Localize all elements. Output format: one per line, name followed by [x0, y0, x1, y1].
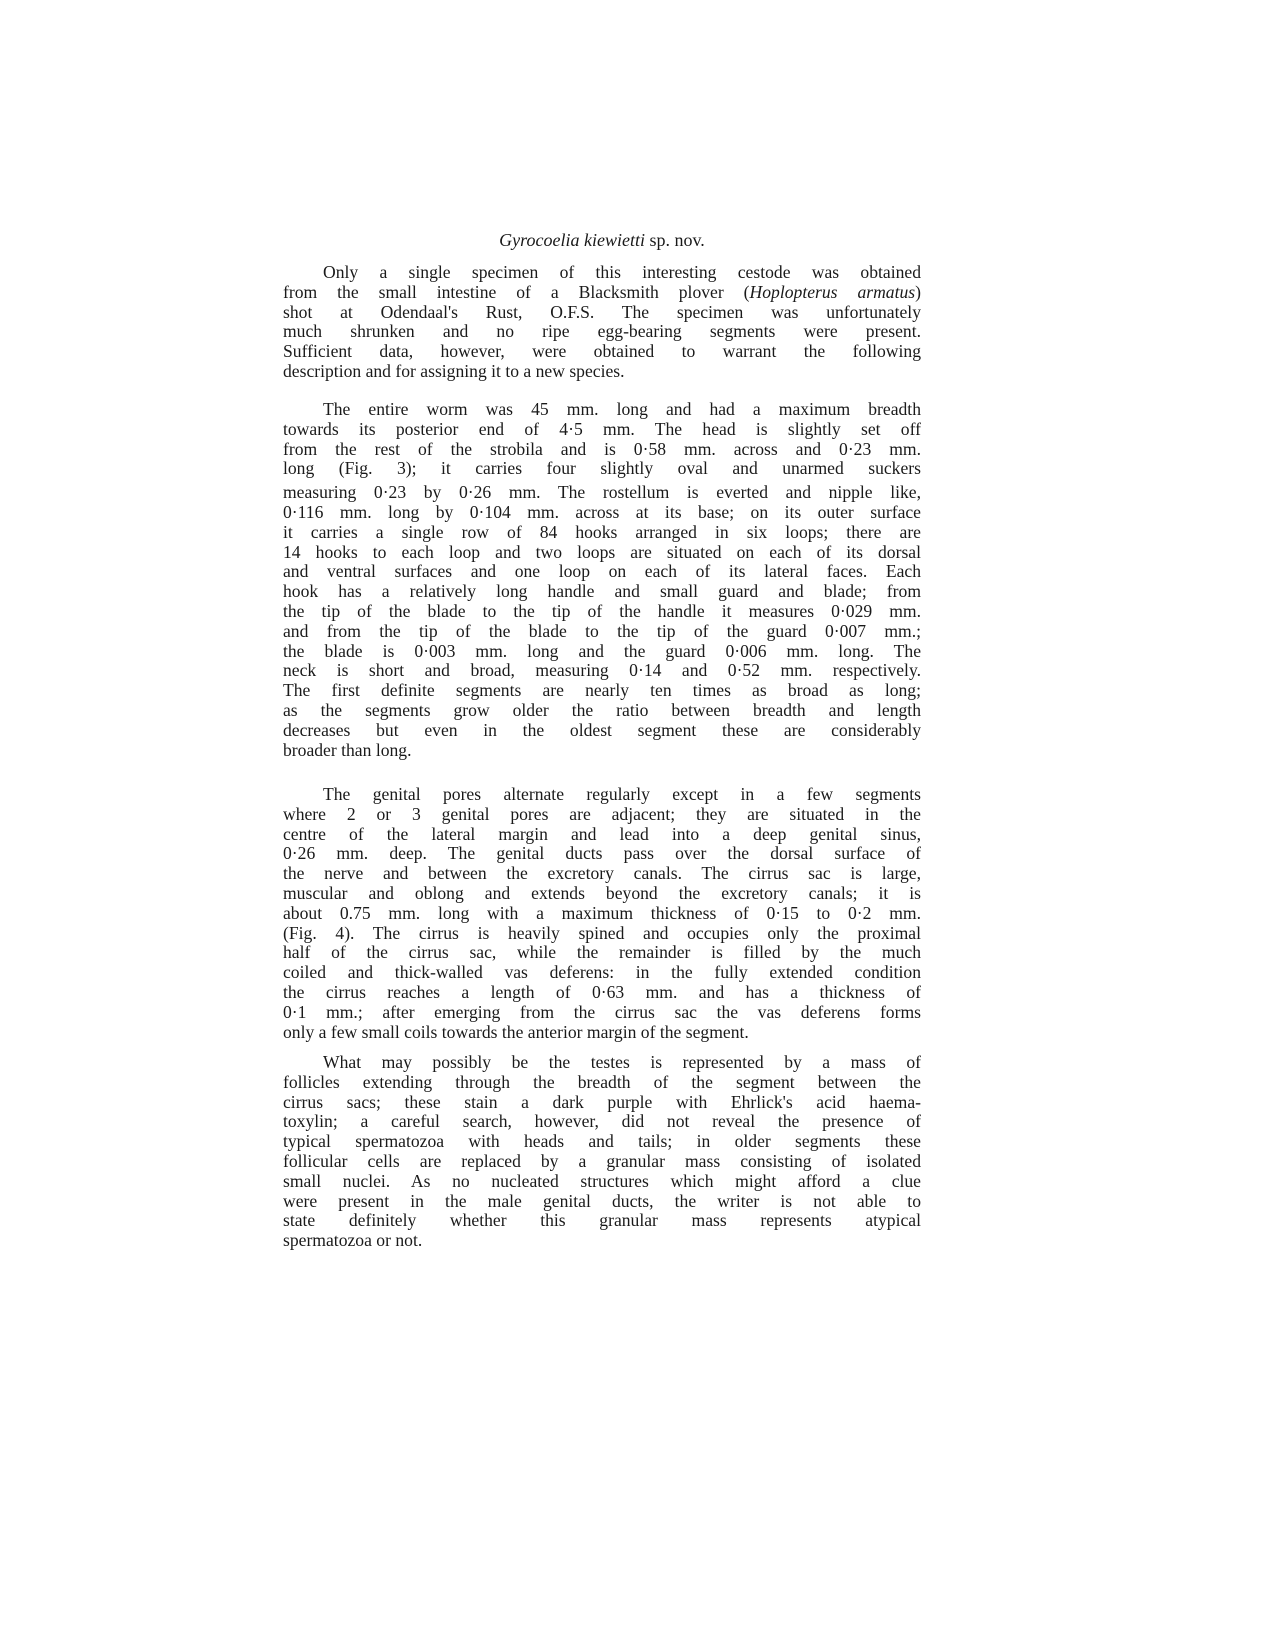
text-line: cirrus sacs; these stain a dark purple with Ehrlick's acid haema-: [283, 1091, 921, 1112]
text-line: about 0.75 mm. long with a maximum thickness of 0·15 to 0·2 mm.: [283, 902, 921, 923]
section-heading: [283, 229, 921, 251]
text-line: where 2 or 3 genital pores are adjacent; they are situated in the: [283, 803, 921, 824]
paragraph-1: [283, 263, 921, 382]
text-line: 0·1 mm.; after emerging from the cirrus sac the vas deferens forms: [283, 1001, 921, 1022]
text-line: muscular and oblong and extends beyond the excretory canals; it is: [283, 882, 921, 903]
text-line: Sufficient data, however, were obtained to warrant the following: [283, 341, 921, 362]
paragraph-2: [283, 400, 921, 760]
text-line: toxylin; a careful search, however, did not reveal the presence of: [283, 1111, 921, 1132]
text-line: The first definite segments are nearly ten times as broad as long;: [283, 680, 921, 701]
text-line: the cirrus reaches a length of 0·63 mm. and has a thickness of: [283, 981, 921, 1002]
species-name: Gyrocoelia kiewietti: [499, 230, 645, 250]
text-line: 14 hooks to each loop and two loops are situated on each of its dorsal: [283, 541, 921, 562]
paragraph-4: [283, 1053, 921, 1251]
text-line: coiled and thick-walled vas deferens: in the fully extended condition: [283, 962, 921, 983]
text-line: the blade is 0·003 mm. long and the guard 0·006 mm. long. The: [283, 640, 921, 661]
text-line: half of the cirrus sac, while the remainder is filled by the much: [283, 942, 921, 963]
text-line: long (Fig. 3); it carries four slightly oval and unarmed suckers: [283, 458, 921, 479]
text-line: broader than long.: [283, 739, 412, 760]
text-line: as the segments grow older the ratio between breadth and length: [283, 699, 921, 720]
text-line: towards its posterior end of 4·5 mm. The head is slightly set off: [283, 418, 921, 439]
text-line: only a few small coils towards the anterior margin of the segment.: [283, 1021, 749, 1042]
text-line: small nuclei. As no nucleated structures which might afford a clue: [283, 1170, 921, 1191]
text-line: The entire worm was 45 mm. long and had a maximum breadth: [323, 399, 921, 419]
text-line: The genital pores alternate regularly except in a few segments: [323, 784, 921, 804]
text-line: from the rest of the strobila and is 0·58 mm. across and 0·23 mm.: [283, 438, 921, 459]
text-line: (Fig. 4). The cirrus is heavily spined and occupies only the proximal: [283, 922, 921, 943]
text-line: measuring 0·23 by 0·26 mm. The rostellum is everted and nipple like,: [283, 482, 921, 503]
text-line: 0·26 mm. deep. The genital ducts pass over the dorsal surface of: [283, 843, 921, 864]
text-line: it carries a single row of 84 hooks arranged in six loops; there are: [283, 521, 921, 542]
text-line: were present in the male genital ducts, the writer is not able to: [283, 1190, 921, 1211]
heading-suffix: sp. nov.: [644, 230, 705, 250]
text-line: from the small intestine of a Blacksmith plover (Hoplopterus armatus): [283, 281, 921, 302]
text-line: and from the tip of the blade to the tip of the guard 0·007 mm.;: [283, 620, 921, 641]
text-line: shot at Odendaal's Rust, O.F.S. The specimen was unfortunately: [283, 301, 921, 322]
text-line: decreases but even in the oldest segment these are considerably: [283, 719, 921, 740]
text-line: hook has a relatively long handle and small guard and blade; from: [283, 581, 921, 602]
text-line: 0·116 mm. long by 0·104 mm. across at its base; on its outer surface: [283, 501, 921, 522]
text-line: description and for assigning it to a new species.: [283, 360, 625, 381]
text-line: follicular cells are replaced by a granular mass consisting of isolated: [283, 1150, 921, 1171]
text-line: centre of the lateral margin and lead into a deep genital sinus,: [283, 823, 921, 844]
text-line: spermatozoa or not.: [283, 1230, 423, 1251]
text-line: Only a single specimen of this interesting cestode was obtained: [323, 262, 921, 282]
text-line: follicles extending through the breadth of the segment between the: [283, 1071, 921, 1092]
text-line: and ventral surfaces and one loop on each of its lateral faces. Each: [283, 561, 921, 582]
host-species-name: Hoplopterus armatus: [749, 281, 916, 302]
text-line: state definitely whether this granular mass represents atypical: [283, 1210, 921, 1231]
text-line: much shrunken and no ripe egg-bearing segments were present.: [283, 321, 921, 342]
paragraph-3: [283, 785, 921, 1042]
text-line: What may possibly be the testes is represented by a mass of: [323, 1052, 921, 1072]
text-line: neck is short and broad, measuring 0·14 and 0·52 mm. respectively.: [283, 660, 921, 681]
text-line: the tip of the blade to the tip of the handle it measures 0·029 mm.: [283, 600, 921, 621]
text-line: the nerve and between the excretory canals. The cirrus sac is large,: [283, 863, 921, 884]
text-line: typical spermatozoa with heads and tails; in older segments these: [283, 1131, 921, 1152]
